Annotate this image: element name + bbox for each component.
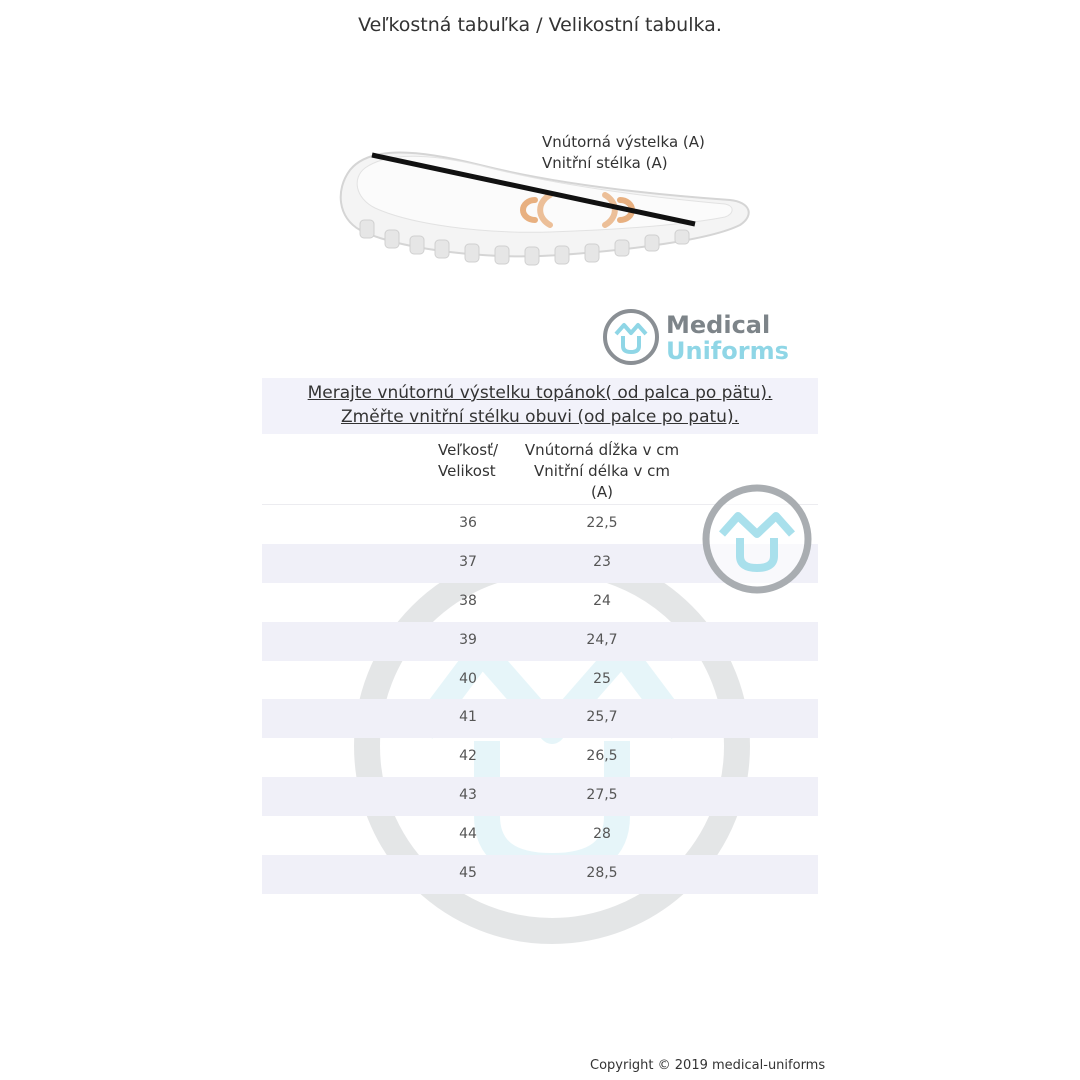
size-cell: 40	[459, 670, 477, 687]
length-cell: 24,7	[586, 631, 618, 648]
instruction-sk: Merajte vnútornú výstelku topánok( od palca po pätu).	[307, 383, 773, 403]
size-cell: 42	[459, 748, 477, 765]
size-cell: 37	[459, 553, 477, 570]
copyright-text: Copyright © 2019 medical-uniforms	[590, 1058, 826, 1073]
size-cell: 36	[459, 515, 477, 531]
table-row	[262, 816, 818, 855]
column-header-size	[438, 440, 498, 482]
size-cell: 43	[459, 787, 477, 804]
length-cell: 23	[593, 553, 611, 570]
length-cell: 24	[593, 592, 611, 609]
column-header-size-cz: Velikost	[438, 462, 496, 480]
length-cell: 22,5	[586, 515, 618, 531]
table-row	[262, 699, 818, 738]
column-header-length-cz: Vnitřní délka v cm	[534, 462, 670, 480]
small-logo-icon	[700, 482, 814, 596]
column-header-length-unit: (A)	[591, 483, 613, 501]
length-cell: 28	[593, 826, 611, 843]
insole-label-sk: Vnútorná výstelka (A)	[542, 133, 705, 151]
insole-label	[542, 132, 705, 174]
mu-logo-icon	[602, 308, 660, 366]
length-cell: 25,7	[586, 709, 618, 726]
size-cell: 39	[459, 631, 477, 648]
size-cell: 41	[459, 709, 477, 726]
instruction-cz: Změřte vnitřní stélku obuvi (od palce po patu).	[340, 407, 739, 427]
size-cell: 45	[459, 865, 477, 882]
table-row	[262, 738, 818, 777]
insole-label-cz: Vnitřní stélka (A)	[542, 154, 668, 172]
table-row	[262, 777, 818, 816]
brand-logo	[602, 308, 802, 370]
table-row	[262, 855, 818, 894]
length-cell: 27,5	[586, 787, 618, 804]
table-row	[262, 622, 818, 661]
column-header-size-sk: Veľkosť/	[438, 441, 499, 459]
size-cell: 44	[459, 826, 477, 843]
size-cell: 38	[459, 592, 477, 609]
measure-instructions	[262, 378, 818, 434]
length-cell: 25	[593, 670, 611, 687]
column-header-length	[523, 440, 681, 503]
column-header-length-sk: Vnútorná dĺžka v cm	[524, 441, 680, 459]
logo-text-medical: Medical	[666, 311, 771, 339]
length-cell: 28,5	[586, 865, 618, 882]
length-cell: 26,5	[586, 748, 618, 765]
table-row	[262, 661, 818, 700]
page-title: Veľkostná tabuľka / Velikostní tabulka.	[358, 14, 722, 36]
logo-text-uniforms: Uniforms	[666, 337, 789, 365]
